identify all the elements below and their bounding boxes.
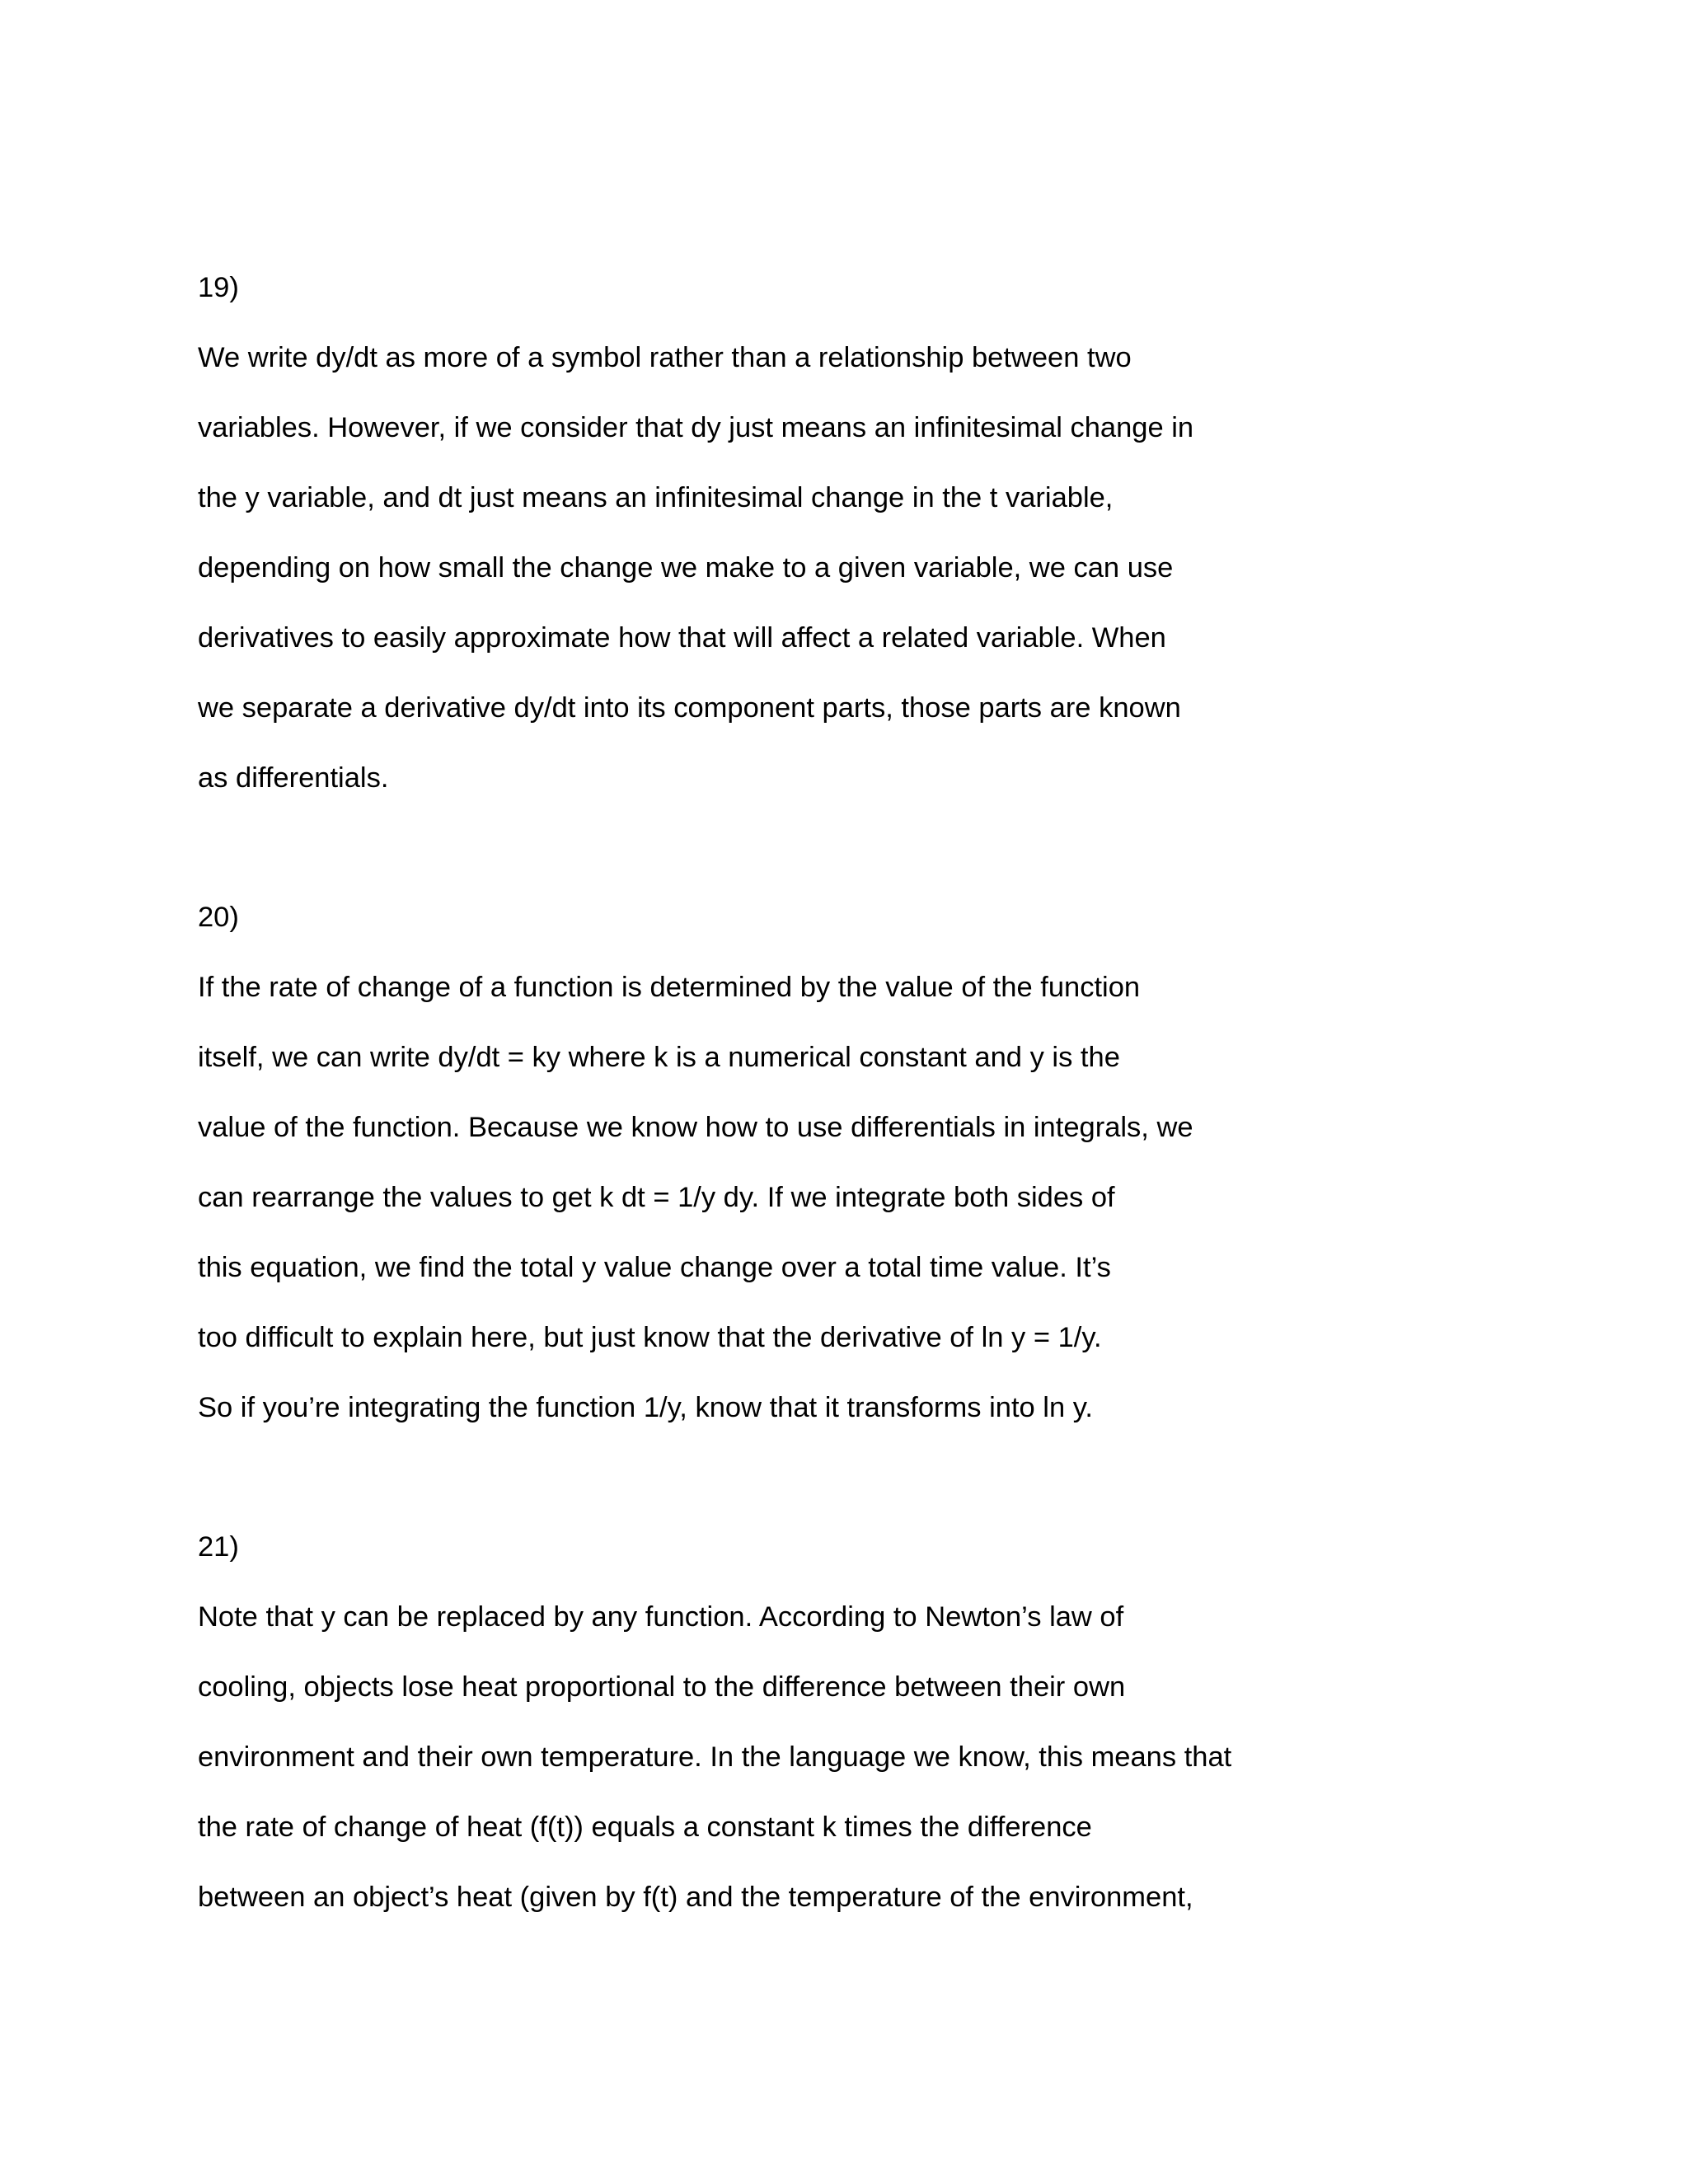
paragraph-line: the rate of change of heat (f(t)) equals a constant k times the difference xyxy=(198,1811,1092,1843)
paragraph-line: depending on how small the change we make to a given variable, we can use xyxy=(198,552,1174,583)
paragraph-line: between an object’s heat (given by f(t) and the temperature of the environment, xyxy=(198,1882,1193,1913)
paragraph-line: So if you’re integrating the function 1/y, know that it transforms into ln y. xyxy=(198,1392,1094,1423)
paragraph-line: the y variable, and dt just means an infinitesimal change in the t variable, xyxy=(198,482,1114,513)
paragraph-line: can rearrange the values to get k dt = 1/y dy. If we integrate both sides of xyxy=(198,1182,1115,1213)
paragraph-line: Note that y can be replaced by any function. According to Newton’s law of xyxy=(198,1601,1124,1633)
paragraph-line: We write dy/dt as more of a symbol rather than a relationship between two xyxy=(198,342,1132,373)
paragraph-line: value of the function. Because we know how to use differentials in integrals, we xyxy=(198,1112,1193,1143)
paragraph-line: itself, we can write dy/dt = ky where k is a numerical constant and y is the xyxy=(198,1042,1120,1073)
paragraph-line: as differentials. xyxy=(198,762,389,794)
paragraph-line: we separate a derivative dy/dt into its component parts, those parts are known xyxy=(198,692,1181,724)
paragraph-line: cooling, objects lose heat proportional to the difference between their own xyxy=(198,1671,1126,1703)
paragraph-line: this equation, we find the total y value change over a total time value. It’s xyxy=(198,1252,1111,1283)
paragraph-line: environment and their own temperature. In the language we know, this means that xyxy=(198,1741,1232,1773)
paragraph-line: too difficult to explain here, but just know that the derivative of ln y = 1/y. xyxy=(198,1322,1102,1353)
paragraph-line: derivatives to easily approximate how that will affect a related variable. When xyxy=(198,622,1166,654)
answer-19 xyxy=(198,253,1517,813)
answer-21 xyxy=(198,1512,1517,1933)
answer-number: 19) xyxy=(198,272,239,303)
paragraph-line: variables. However, if we consider that dy just means an infinitesimal change in xyxy=(198,412,1194,443)
answer-number: 20) xyxy=(198,902,239,933)
paragraph-line: If the rate of change of a function is determined by the value of the function xyxy=(198,972,1141,1003)
answer-20 xyxy=(198,883,1517,1443)
answer-number: 21) xyxy=(198,1531,239,1563)
